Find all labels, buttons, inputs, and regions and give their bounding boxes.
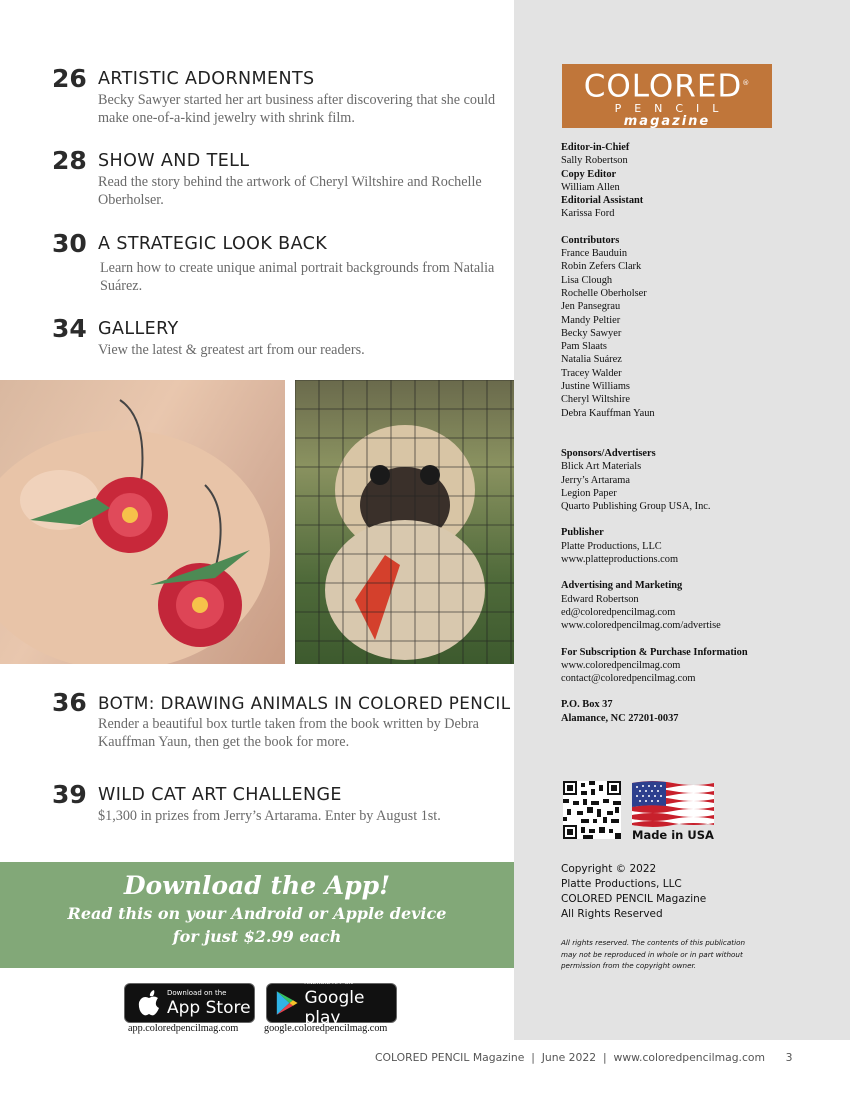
google-big-text: Google play <box>304 987 365 1028</box>
google-small-text: ANDROID APP ON <box>304 979 353 986</box>
article-title: BOTM: DRAWING ANIMALS IN COLORED PENCIL <box>98 693 511 713</box>
contributor: France Bauduin <box>561 248 628 260</box>
apple-small-text: Download on the <box>167 988 227 997</box>
copy-editor-name: William Allen <box>561 181 620 193</box>
article-description: $1,300 in prizes from Jerry’s Artarama. Enter by August 1st. <box>98 808 441 824</box>
article-description: Read the story behind the artwork of Cheryl Wiltshire and Rochelle Oberholser. <box>98 174 482 208</box>
page-number: 26 <box>52 64 87 93</box>
contributor: Lisa Clough <box>561 274 613 286</box>
contributor: Jen Pansegrau <box>561 301 621 313</box>
sponsors-label: Sponsors/Advertisers <box>561 447 656 459</box>
contributor: Debra Kauffman Yaun <box>561 407 655 419</box>
subscription-label: For Subscription & Purchase Information <box>561 646 748 658</box>
registered-mark: ® <box>742 79 751 87</box>
contributor: Rochelle Oberholser <box>561 287 647 299</box>
advertising-url[interactable]: www.coloredpencilmag.com/advertise <box>561 620 721 632</box>
download-app-banner[interactable] <box>0 862 514 968</box>
jewelry-earrings-photo <box>0 380 285 664</box>
editor-name: Sally Robertson <box>561 155 628 167</box>
contributor: Becky Sawyer <box>561 327 622 339</box>
article-description: Render a beautiful box turtle taken from the book written by Debra Kauffman Yaun, then get the book for more. <box>98 716 479 750</box>
page-footer <box>375 1051 793 1064</box>
contributor: Mandy Peltier <box>561 314 621 326</box>
article-title: ARTISTIC ADORNMENTS <box>98 69 315 89</box>
contributor: Natalia Suárez <box>561 354 622 366</box>
sponsor: Jerry’s Artarama <box>561 474 630 486</box>
subscription-email[interactable]: contact@coloredpencilmag.com <box>561 673 696 685</box>
masthead-credits <box>561 141 821 725</box>
contributor: Tracey Walder <box>561 367 622 379</box>
app-banner-line: Read this on your Android or Apple device <box>67 904 447 923</box>
copyright-block <box>561 862 706 922</box>
publisher-label: Publisher <box>561 527 604 539</box>
app-banner-line: for just $2.99 each <box>172 927 342 946</box>
publisher-url[interactable]: www.platteproductions.com <box>561 554 679 566</box>
publisher-name: Platte Productions, LLC <box>561 540 662 552</box>
article-title: GALLERY <box>98 319 179 339</box>
google-play-link[interactable]: google.coloredpencilmag.com <box>264 1023 388 1034</box>
contributor: Justine Williams <box>561 381 630 393</box>
google-play-button[interactable] <box>266 979 397 1028</box>
article-title: SHOW AND TELL <box>98 151 250 171</box>
advertising-email[interactable]: ed@coloredpencilmag.com <box>561 606 676 618</box>
qr-code-icon[interactable] <box>563 781 621 839</box>
page-number: 36 <box>52 688 87 717</box>
article-description: Learn how to create unique animal portrait backgrounds from Natalia Suárez. <box>100 260 495 294</box>
google-play-icon <box>275 989 298 1017</box>
article-description: View the latest & greatest art from our readers. <box>98 342 365 358</box>
page-number: 28 <box>52 146 87 175</box>
contributor: Pam Slaats <box>561 341 607 353</box>
advertising-label: Advertising and Marketing <box>561 580 683 592</box>
contributors-label: Contributors <box>561 234 620 246</box>
logo-pencil: PENCIL <box>614 102 732 116</box>
apple-icon <box>137 990 161 1016</box>
article-title: A STRATEGIC LOOK BACK <box>98 234 328 254</box>
copyright-line: Copyright © 2022 <box>561 863 657 875</box>
sponsor: Quarto Publishing Group USA, Inc. <box>561 501 711 513</box>
editor-label: Editor-in-Chief <box>561 142 630 153</box>
copyright-line: All Rights Reserved <box>561 908 663 920</box>
page-number: 30 <box>52 229 87 258</box>
contributor: Robin Zefers Clark <box>561 261 642 273</box>
assistant-name: Karissa Ford <box>561 208 615 220</box>
copyright-line: COLORED PENCIL Magazine <box>561 893 707 905</box>
logo-colored: COLORED <box>583 68 743 105</box>
subscription-url[interactable]: www.coloredpencilmag.com <box>561 659 681 671</box>
po-box: P.O. Box 37 <box>561 699 613 711</box>
assistant-label: Editorial Assistant <box>561 195 644 207</box>
article-description: Becky Sawyer started her art business after discovering that she could make one-of-a-kind jewelry with shrink film. <box>98 92 496 126</box>
copy-editor-label: Copy Editor <box>561 168 617 180</box>
sponsor: Blick Art Materials <box>561 461 642 473</box>
app-store-button[interactable] <box>124 983 255 1023</box>
usa-flag-icon <box>632 779 714 829</box>
app-banner-title: Download the App! <box>123 871 391 900</box>
app-store-link[interactable]: app.coloredpencilmag.com <box>128 1023 239 1034</box>
pug-drawing-photo <box>295 380 514 664</box>
copyright-line: Platte Productions, LLC <box>561 878 682 890</box>
sponsor: Legion Paper <box>561 487 617 499</box>
magazine-logo <box>562 64 772 128</box>
advertising-contact: Edward Robertson <box>561 593 639 605</box>
page-number: 39 <box>52 780 87 809</box>
contributor: Cheryl Wiltshire <box>561 394 630 406</box>
rights-notice: All rights reserved. The contents of this publication may not be reproduced in whole or in part without permission from the copyright owner. <box>561 938 746 970</box>
logo-magazine: magazine <box>623 114 711 130</box>
apple-big-text: App Store <box>167 997 251 1018</box>
footer-text: COLORED PENCIL Magazine | June 2022 | www.coloredpencilmag.com 3 <box>375 1051 793 1064</box>
city-address: Alamance, NC 27201-0037 <box>561 712 679 724</box>
article-title: WILD CAT ART CHALLENGE <box>98 785 342 805</box>
page-number: 34 <box>52 314 87 343</box>
made-in-usa-label: Made in USA <box>632 828 714 842</box>
